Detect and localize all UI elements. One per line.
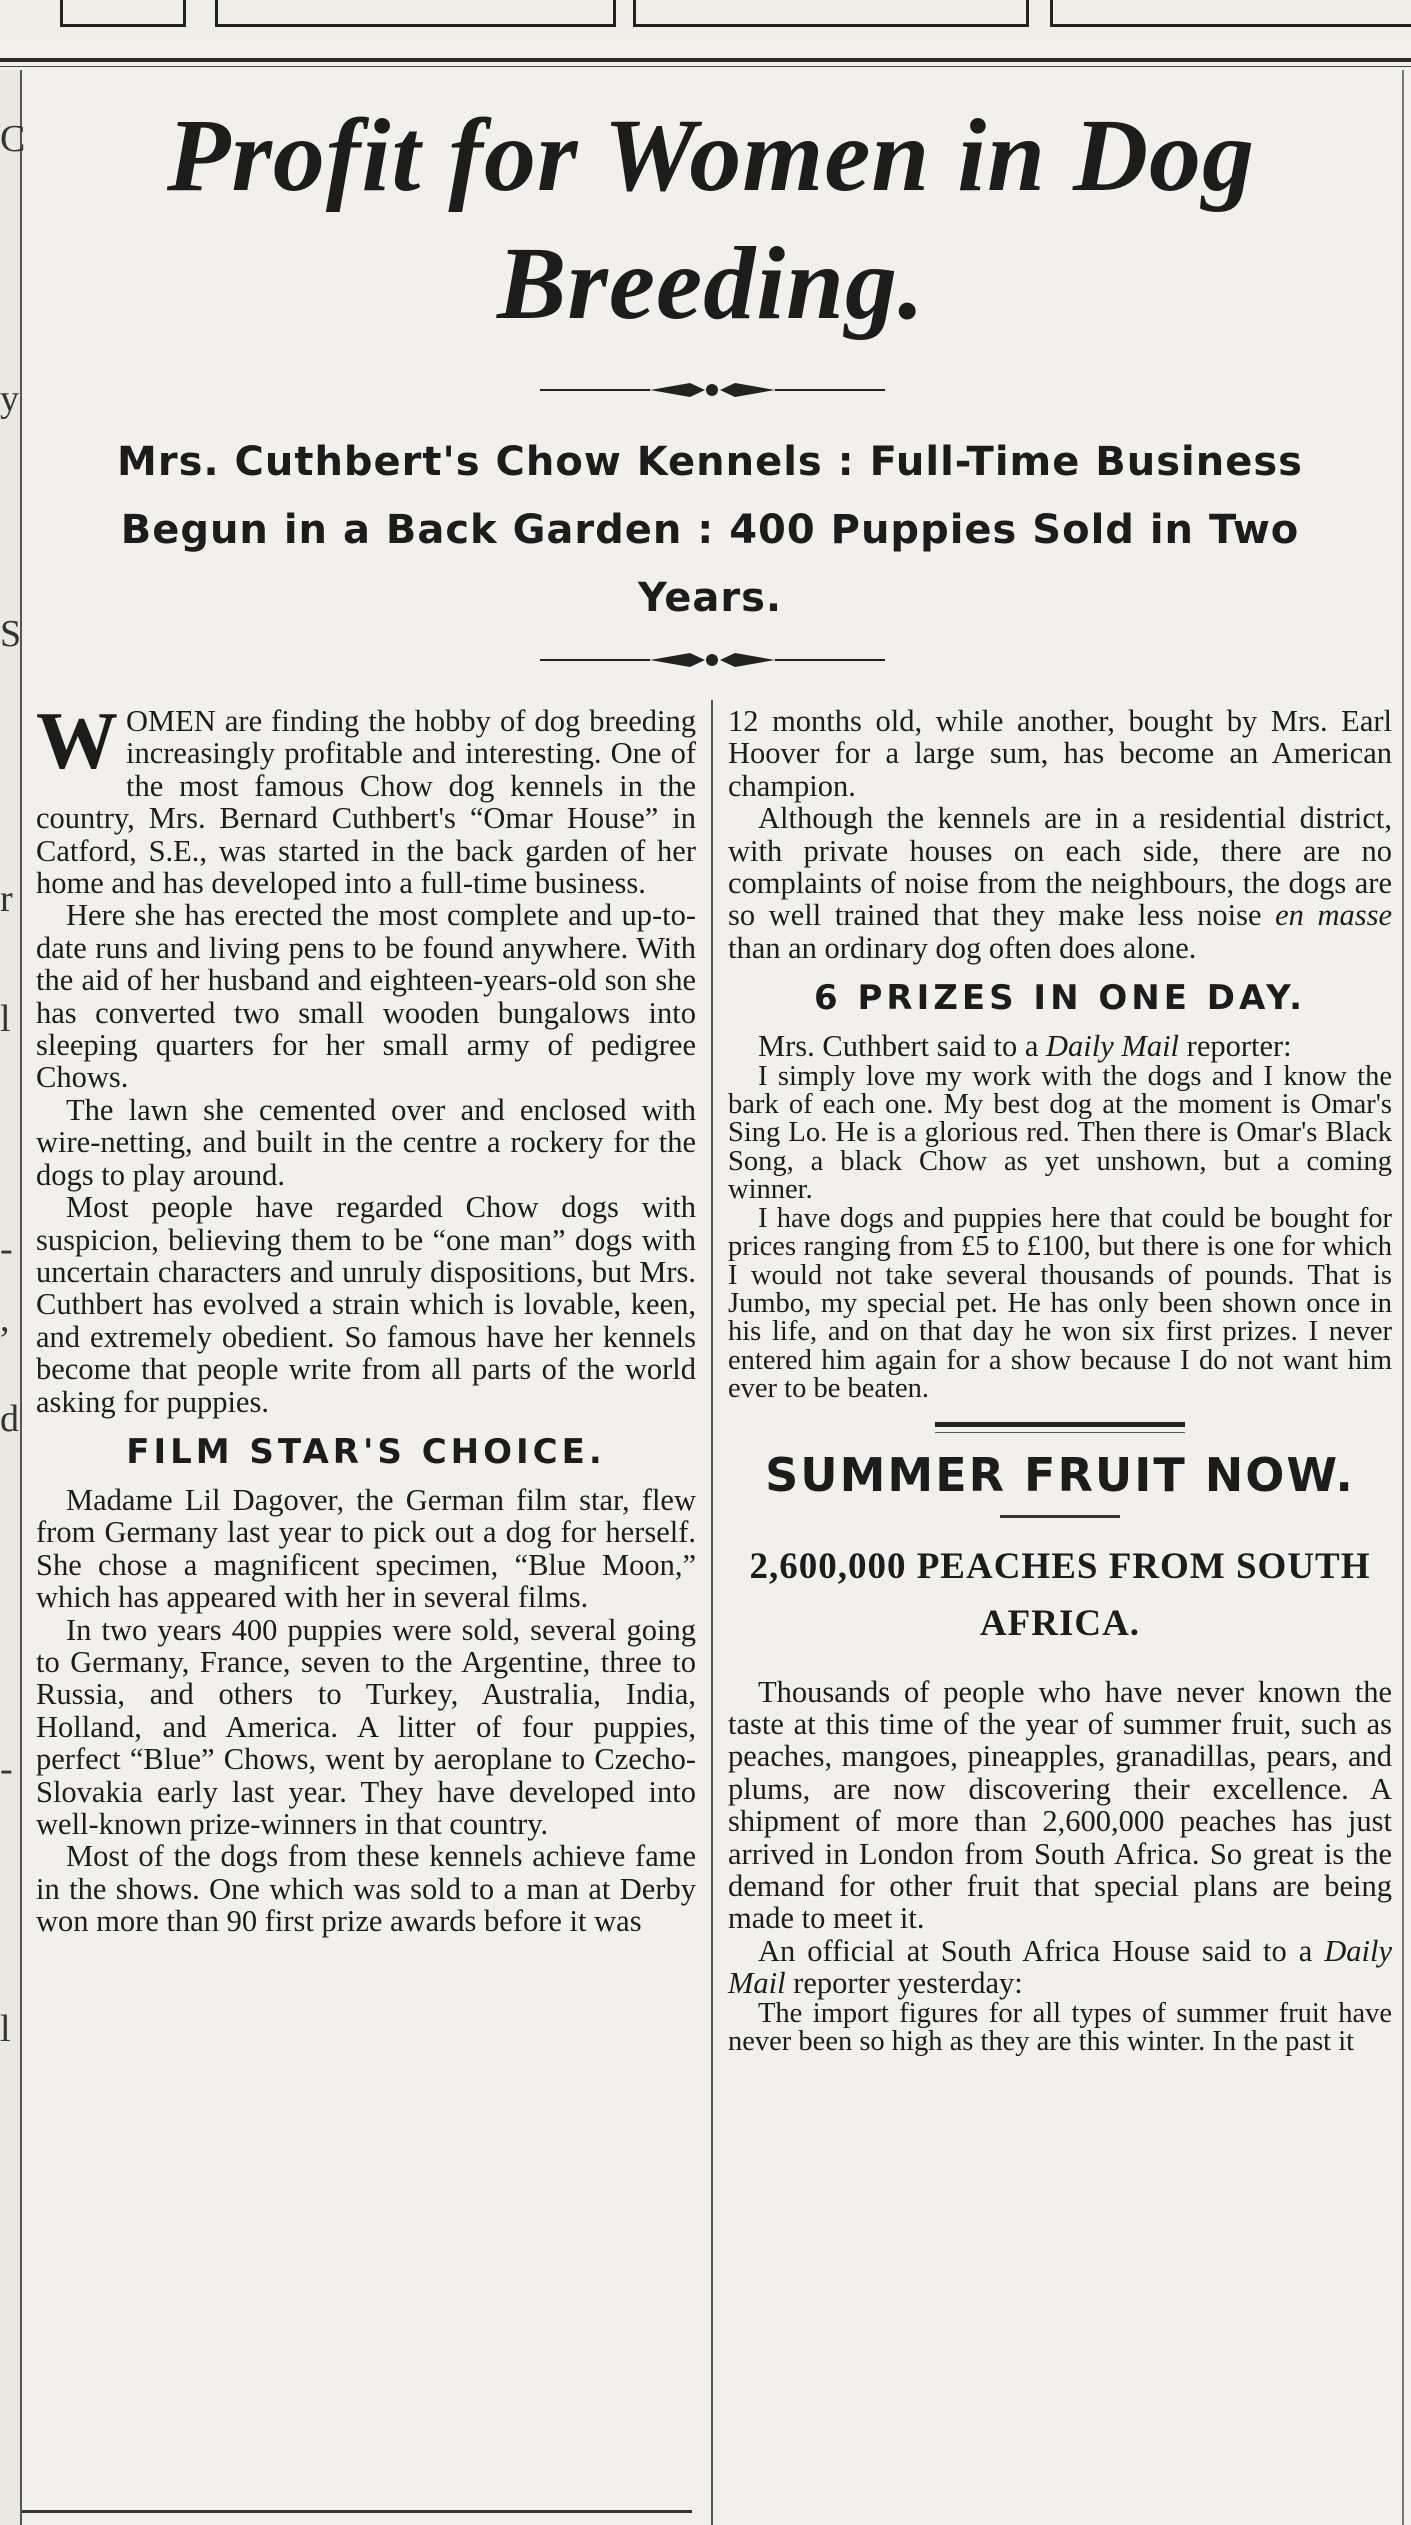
- top-frame: [1050, 0, 1411, 27]
- newspaper-name: Daily Mail: [728, 1933, 1392, 2001]
- article-paragraph: In two years 400 puppies were sold, several going to Germany, France, seven to the Argentine, three to Russia, and others to Turkey, Australia, India, Holland, and America. A litter of four puppies, perfect “Blue” Chows, went by aeroplane to Czecho-Slovakia early last year. They have developed into well-known prize-winners in that country.: [36, 1612, 696, 1841]
- left-margin-fragment: y: [0, 378, 19, 420]
- section-heading-prizes: 6 PRIZES IN ONE DAY.: [813, 978, 1306, 1019]
- bottom-rule: [22, 2510, 692, 2513]
- left-margin-fragment: -: [0, 1228, 13, 1270]
- paragraph-text: Mrs. Cuthbert said to a: [758, 1029, 1039, 1064]
- article-paragraph: [728, 1935, 1392, 2000]
- left-margin-fragment: l: [0, 998, 11, 1040]
- left-margin-fragment: S: [0, 613, 22, 655]
- paragraph-text: An official at South Africa House said to a: [758, 1933, 1313, 1968]
- article-paragraph: [728, 1030, 1392, 1062]
- headline: Profit for Women in Dog Breeding.: [166, 98, 1256, 341]
- short-rule: [1000, 1515, 1120, 1518]
- article-divider-thick: [935, 1422, 1185, 1427]
- lead-paragraph: [36, 695, 696, 901]
- article-divider-thin: [935, 1432, 1185, 1433]
- paragraph-text: reporter:: [1186, 1029, 1292, 1064]
- top-frame: [215, 0, 616, 27]
- article-paragraph: Most of the dogs from these kennels achieve fame in the shows. One which was sold to a man at Derby won more than 90 first prize awards before it was: [36, 1839, 696, 1939]
- second-subheadline: 2,600,000 PEACHES FROM SOUTH AFRICA.: [749, 1545, 1371, 1644]
- article-paragraph: Madame Lil Dagover, the German film star, flew from Germany last year to pick out a dog for herself. She chose a magnificent specimen, “Blue Moon,” which has appeared with her in several films.: [36, 1482, 696, 1615]
- column-separator: [711, 700, 713, 2525]
- article-paragraph: Here she has erected the most complete and up-to-date runs and living pens to be found anywhere. With the aid of her husband and eighteen-years-old son she has converted two small wooden bungalows into sleeping quarters for her small army of pedigree Chows.: [36, 898, 696, 1095]
- subheadline: Mrs. Cuthbert's Chow Kennels : Full-Time Business Begun in a Back Garden : 400 Puppies Sold in Two Years.: [117, 439, 1303, 621]
- paragraph-text: reporter yesterday:: [793, 1966, 1023, 2001]
- left-margin-fragment: C: [0, 118, 26, 160]
- top-frame: [633, 0, 1029, 27]
- right-margin-line: [1402, 70, 1404, 2525]
- ornament-divider: [540, 648, 885, 672]
- quote-paragraph: I simply love my work with the dogs and I know the bark of each one. My best dog at the moment is Omar's Sing Lo. He is a glorious red. Then there is Omar's Black Song, a black Chow as yet unshown, but a coming winner.: [728, 1060, 1392, 1206]
- ornament-divider: [540, 378, 885, 402]
- paragraph-text: Although the kennels are in a residential district, with private houses on each side, there are no complaints of noise from the neighbours, the dogs are so well trained that they make less noise: [728, 801, 1392, 933]
- article-paragraph: [728, 802, 1392, 964]
- drop-cap: W: [36, 695, 118, 786]
- top-frame: [60, 0, 186, 27]
- top-rule: [0, 58, 1411, 62]
- top-rule-thin: [0, 66, 1411, 67]
- newspaper-name: Daily Mail: [1046, 1029, 1180, 1064]
- article-paragraph: The lawn she cemented over and enclosed with wire-netting, and built in the centre a rockery for the dogs to play around.: [36, 1092, 696, 1192]
- second-headline: SUMMER FRUIT NOW.: [765, 1447, 1355, 1502]
- left-margin-line: [20, 70, 22, 2525]
- article-paragraph: 12 months old, while another, bought by Mrs. Earl Hoover for a large sum, has become an American champion.: [728, 704, 1392, 803]
- lead-text: OMEN are finding the hobby of dog breeding increasingly profitable and interesting. One of the most famous Chow dog kennels in the country, Mrs. Bernard Cuthbert's “Omar House” in Catford, S.E., was started in the back garden of her home and has developed into a full-time business.: [36, 704, 696, 901]
- quote-paragraph: I have dogs and puppies here that could be bought for prices ranging from £5 to £100, but there is one for which I would not take several thousands of pounds. That is Jumbo, my special pet. He has only been shown once in his life, and on that day he won six first prizes. I never entered him again for a show because I do not want him ever to be beaten.: [728, 1202, 1392, 1405]
- article-column-right: [728, 705, 1392, 2056]
- left-margin-fragment: d: [0, 1398, 19, 1440]
- left-margin-fragment: l: [0, 2008, 11, 2050]
- quote-paragraph: The import figures for all types of summer fruit have never been so high as they are this winter. In the past it: [728, 1997, 1392, 2057]
- left-margin-fragment: -: [0, 1748, 13, 1790]
- left-margin-fragment: ,: [0, 1298, 10, 1340]
- left-margin-fragment: r: [0, 878, 13, 920]
- paragraph-text: than an ordinary dog often does alone.: [728, 930, 1197, 965]
- article-paragraph: Thousands of people who have never known the taste at this time of the year of summer fruit, such as peaches, mangoes, pineapples, granadillas, pears, and plums, are now discovering their excellence. A shipment of more than 2,600,000 peaches has just arrived in London from South Africa. So great is the demand for other fruit that special plans are being made to meet it.: [728, 1674, 1392, 1936]
- article-column-left: [36, 695, 696, 1939]
- italic-phrase: en masse: [1275, 898, 1392, 933]
- article-paragraph: Most people have regarded Chow dogs with suspicion, believing them to be “one man” dogs with uncertain characters and unruly dispositions, but Mrs. Cuthbert has evolved a strain which is lovable, keen, and extremely obedient. So famous have her kennels become that people write from all parts of the world asking for puppies.: [36, 1190, 696, 1419]
- section-heading-film: FILM STAR'S CHOICE.: [126, 1431, 606, 1472]
